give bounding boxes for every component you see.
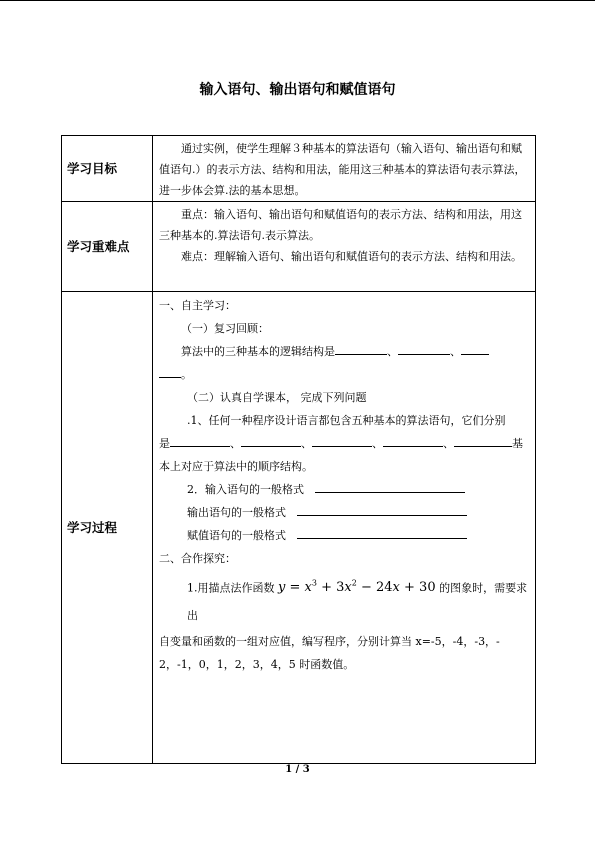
problem-line-3: 2，-1，0，1，2，3，4，5 时函数值。 [159, 658, 355, 672]
top-border-line [0, 0, 595, 1]
difficulty-text: 难点：理解输入语句、输出语句和赋值语句的表示方法、结构和用法。 [181, 250, 522, 263]
page-number: 1 / 3 [285, 764, 310, 775]
question-1-line-1: .1、任何一种程序设计语言都包含五种基本的算法语句，它们分别 [187, 414, 506, 427]
goal-text: 通过实例，使学生理解３种基本的算法语句（输入语句、输出语句和赋值语句.）的表示方法、结构和用法，能用这三种基本的算法语句表示算法，进一步体会算.法的基本思想。 [159, 142, 526, 197]
row-content-goal [153, 136, 536, 202]
answer-blank [454, 433, 512, 447]
table-row [62, 136, 536, 202]
focus-text: 重点：输入语句、输出语句和赋值语句的表示方法、结构和用法，用这三种基本的.算法语句.表示算法。 [159, 208, 522, 242]
problem-line-2: 自变量和函数的一组对应值，编写程序，分别计算当 x=-5，-4，-3，- [159, 635, 500, 649]
answer-blank [315, 479, 465, 493]
lesson-table [61, 135, 536, 764]
answer-blank [297, 525, 467, 539]
table-row [62, 202, 536, 292]
answer-blank [383, 433, 443, 447]
row-label-process: 学习过程 [62, 292, 153, 764]
review-question: 算法中的三种基本的逻辑结构是 、 、 [159, 340, 529, 363]
section-self-study: 一、自主学习： [159, 299, 236, 312]
problem-line-1: 1.用描点法作函数 $y = x^3 + 3x^2 - 24x + 30$ 的图象时，需要求出 [187, 579, 528, 623]
review-question-cont: 。 [159, 363, 529, 386]
page-title: 输入语句、输出语句和赋值语句 [199, 82, 396, 98]
answer-blank [461, 341, 489, 355]
question-1-line-2: 是 、 、 、 、 基 [159, 432, 529, 455]
row-label-key: 学习重难点 [62, 202, 153, 292]
answer-blank [398, 341, 450, 355]
answer-blank [312, 433, 372, 447]
question-1-line-3: 本上对应于算法中的顺序结构。 [159, 460, 313, 473]
row-content-key [153, 202, 536, 292]
section-explore: 二、合作探究： [159, 552, 236, 565]
row-content-process [153, 292, 536, 764]
table-row [62, 292, 536, 764]
question-2: 2．输入语句的一般格式 [159, 478, 529, 501]
self-study-heading: （二）认真自学课本， 完成下列问题 [187, 391, 367, 404]
row-label-goal: 学习目标 [62, 136, 153, 202]
answer-blank [170, 433, 230, 447]
function-formula: $y = x^3 + 3x^2 - 24x + 30$ [278, 579, 436, 596]
review-heading: （一）复习回顾： [181, 322, 269, 335]
answer-blank [335, 341, 387, 355]
answer-blank [297, 502, 467, 516]
answer-blank [159, 364, 181, 378]
question-3: 输出语句的一般格式 [159, 501, 529, 524]
question-4: 赋值语句的一般格式 [159, 524, 529, 547]
answer-blank [241, 433, 301, 447]
